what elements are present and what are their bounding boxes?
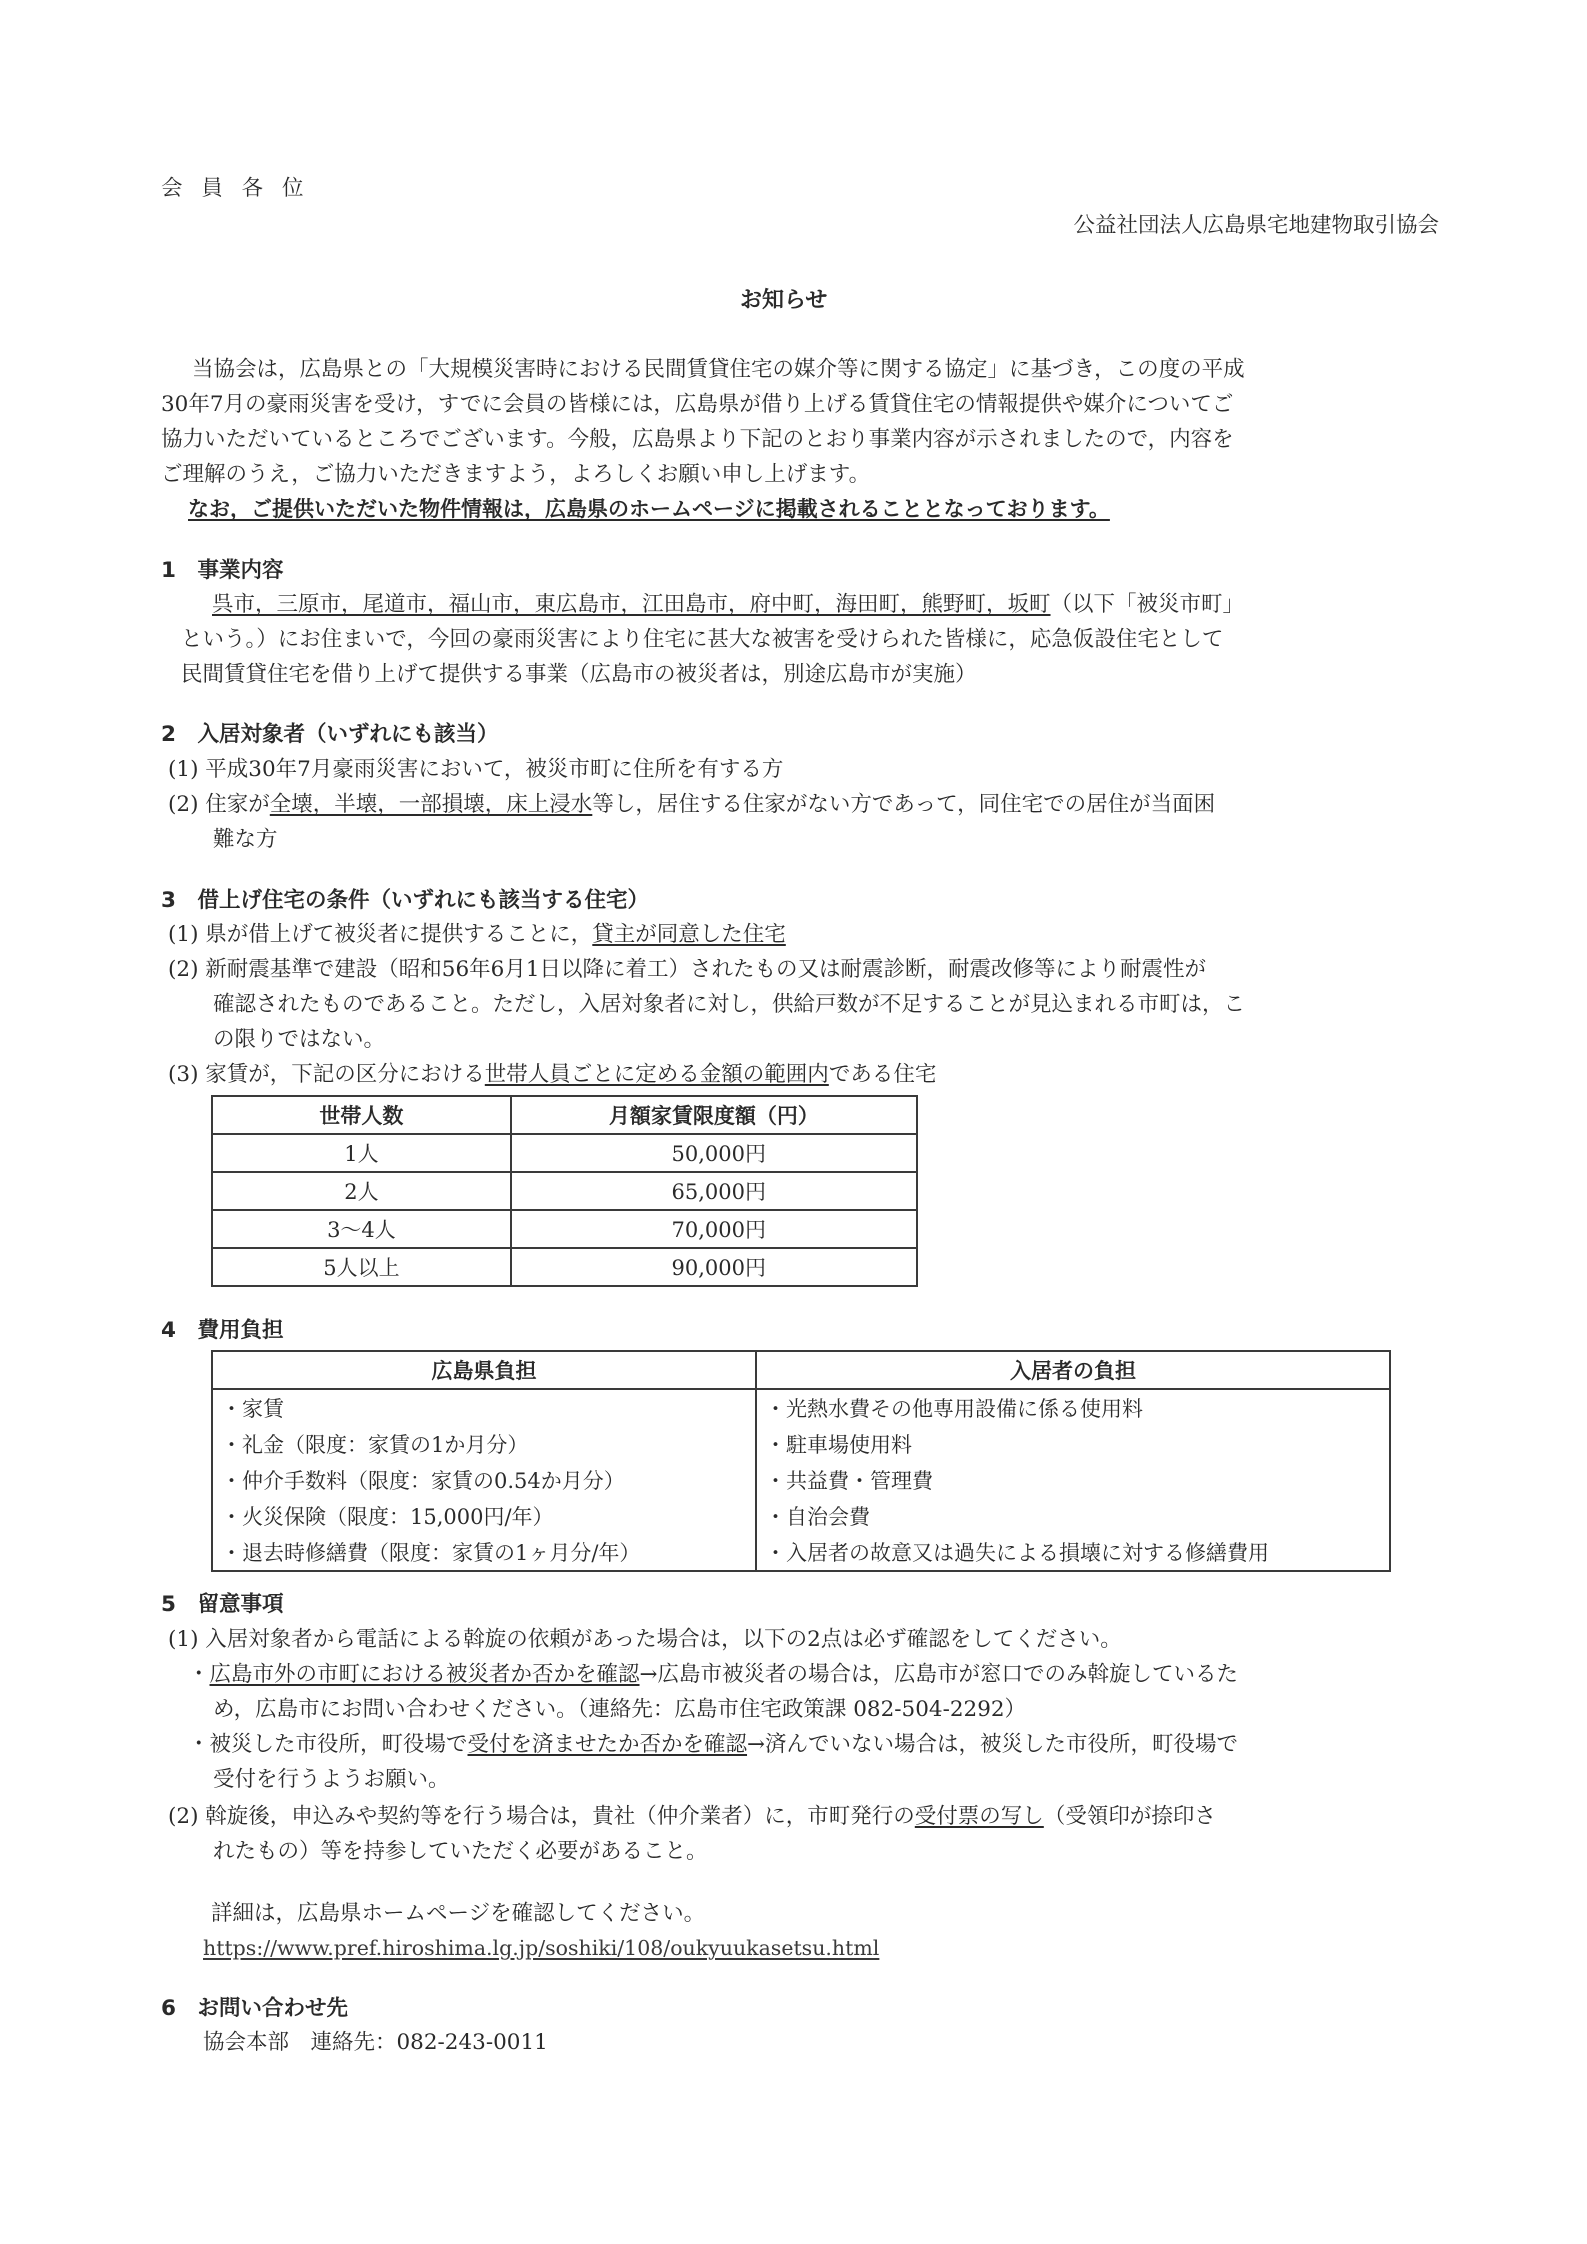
section-3-item-3: (3) 家賃が，下記の区分における世帯人員ごとに定める金額の範囲内である住宅 [168,1062,937,1087]
prefecture-burden-item: ・仲介手数料（限度：家賃の0.54か月分） [212,1462,756,1498]
section-3-item-2-line-1: (2) 新耐震基準で建設（昭和56年6月1日以降に着工）されたもの又は耐震診断，耐震改修等により耐震性が [168,957,1207,982]
table-row [212,1172,917,1210]
table-row [212,1210,917,1248]
table-row [212,1389,1390,1426]
rent-limit: 90,000円 [511,1248,917,1286]
table-row [212,1498,1390,1534]
intro-line-2: 30年7月の豪雨災害を受け，すでに会員の皆様には，広島県が借り上げる賃貸住宅の情報提供や媒介についてご [161,392,1234,417]
rent-limit-table [211,1095,918,1287]
section-5-item-2-cont: れたもの）等を持参していただく必要があること。 [213,1839,708,1864]
cost-table-header [212,1351,1390,1389]
tenant-burden-item: ・自治会費 [756,1498,1390,1534]
household-size: 3～4人 [212,1210,511,1248]
section-3-heading: 3 借上げ住宅の条件（いずれにも該当する住宅） [161,888,649,913]
tenant-burden-item: ・共益費・管理費 [756,1462,1390,1498]
section-3-item-1: (1) 県が借上げて被災者に提供することに，貸主が同意した住宅 [168,922,786,947]
section-1-line-2: という。）にお住まいで，今回の豪雨災害により住宅に甚大な被害を受けられた皆様に，応急仮設住宅として [181,627,1224,652]
rent-limit: 50,000円 [511,1134,917,1172]
addressee: 会 員 各 位 [161,176,310,201]
intro-line-1: 当協会は，広島県との「大規模災害時における民間賃貸住宅の媒介等に関する協定」に基づき，この度の平成 [192,357,1245,382]
section-5-bullet-2-cont: 受付を行うようお願い。 [213,1767,450,1792]
intro-line-3: 協力いただいているところでございます。今般，広島県より下記のとおり事業内容が示されましたので，内容を [161,427,1234,452]
prefecture-burden-item: ・家賃 [212,1389,756,1426]
prefecture-burden-item: ・火災保険（限度：15,000円/年） [212,1498,756,1534]
table-row [212,1426,1390,1462]
prefecture-burden-item: ・退去時修繕費（限度：家賃の1ヶ月分/年） [212,1534,756,1571]
section-5-item-2: (2) 斡旋後，申込みや契約等を行う場合は，貴社（仲介業者）に，市町発行の受付票の写し（受領印が捺印さ [168,1804,1216,1829]
section-1-line-1: 呉市，三原市，尾道市，福山市，東広島市，江田島市，府中町，海田町，熊野町，坂町（以下「被災市町」 [212,592,1245,617]
rent-table-header [212,1096,917,1134]
notice-line: なお，ご提供いただいた物件情報は，広島県のホームページに掲載されることとなっております。 [188,497,1110,521]
rent-limit-header: 月額家賃限度額（円） [511,1096,917,1134]
section-4-heading: 4 費用負担 [161,1318,284,1343]
section-1-line-3: 民間賃貸住宅を借り上げて提供する事業（広島市の被災者は，別途広島市が実施） [181,662,977,687]
intro-line-4: ご理解のうえ，ご協力いただきますよう，よろしくお願い申し上げます。 [161,462,871,487]
page-title: お知らせ [740,288,828,313]
contact-info: 協会本部 連絡先：082-243-0011 [203,2030,548,2055]
section-5-bullet-2: ・被災した市役所，町役場で受付を済ませたか否かを確認→済んでいない場合は，被災した市役所，町役場で [188,1732,1239,1757]
table-row [212,1534,1390,1571]
household-size: 5人以上 [212,1248,511,1286]
cost-sharing-table [211,1350,1391,1572]
section-1-heading: 1 事業内容 [161,558,284,583]
rent-limit: 70,000円 [511,1210,917,1248]
section-5-heading: 5 留意事項 [161,1592,284,1617]
affected-cities: 呉市，三原市，尾道市，福山市，東広島市，江田島市，府中町，海田町，熊野町，坂町 [212,592,1051,617]
section-2-item-1: (1) 平成30年7月豪雨災害において，被災市町に住所を有する方 [168,757,784,782]
detail-note: 詳細は，広島県ホームページを確認してください。 [211,1901,706,1926]
section-5-bullet-1: ・広島市外の市町における被災者か否かを確認→広島市被災者の場合は，広島市が窓口でのみ斡旋しているた [188,1662,1239,1687]
tenant-burden-item: ・入居者の故意又は過失による損壊に対する修繕費用 [756,1534,1390,1571]
prefecture-burden-item: ・礼金（限度：家賃の1か月分） [212,1426,756,1462]
section-2-item-2-cont: 難な方 [213,827,278,852]
household-size: 2人 [212,1172,511,1210]
table-row [212,1134,917,1172]
sender-organization: 公益社団法人広島県宅地建物取引協会 [1073,213,1439,238]
tenant-burden-header: 入居者の負担 [756,1351,1390,1389]
section-6-heading: 6 お問い合わせ先 [161,1996,348,2021]
section-2-item-2: (2) 住家が全壊，半壊，一部損壊，床上浸水等し，居住する住家がない方であって，同住宅での居住が当面困 [168,792,1216,817]
household-size: 1人 [212,1134,511,1172]
section-5-bullet-1-cont: め，広島市にお問い合わせください。（連絡先：広島市住宅政策課 082-504-2292） [213,1697,1027,1722]
section-5-item-1: (1) 入居対象者から電話による斡旋の依頼があった場合は，以下の2点は必ず確認をしてください。 [168,1627,1122,1652]
section-3-item-2-line-2: 確認されたものであること。ただし，入居対象者に対し，供給戸数が不足することが見込まれる市町は，こ [213,992,1246,1017]
prefecture-homepage-link[interactable]: https://www.pref.hiroshima.lg.jp/soshiki/108/oukyuukasetsu.html [203,1936,880,1960]
section-2-heading: 2 入居対象者（いずれにも該当） [161,722,499,747]
prefecture-burden-header: 広島県負担 [212,1351,756,1389]
tenant-burden-item: ・光熱水費その他専用設備に係る使用料 [756,1389,1390,1426]
section-3-item-2-line-3: の限りではない。 [213,1027,386,1052]
tenant-burden-item: ・駐車場使用料 [756,1426,1390,1462]
table-row [212,1462,1390,1498]
rent-limit: 65,000円 [511,1172,917,1210]
household-size-header: 世帯人数 [212,1096,511,1134]
table-row [212,1248,917,1286]
